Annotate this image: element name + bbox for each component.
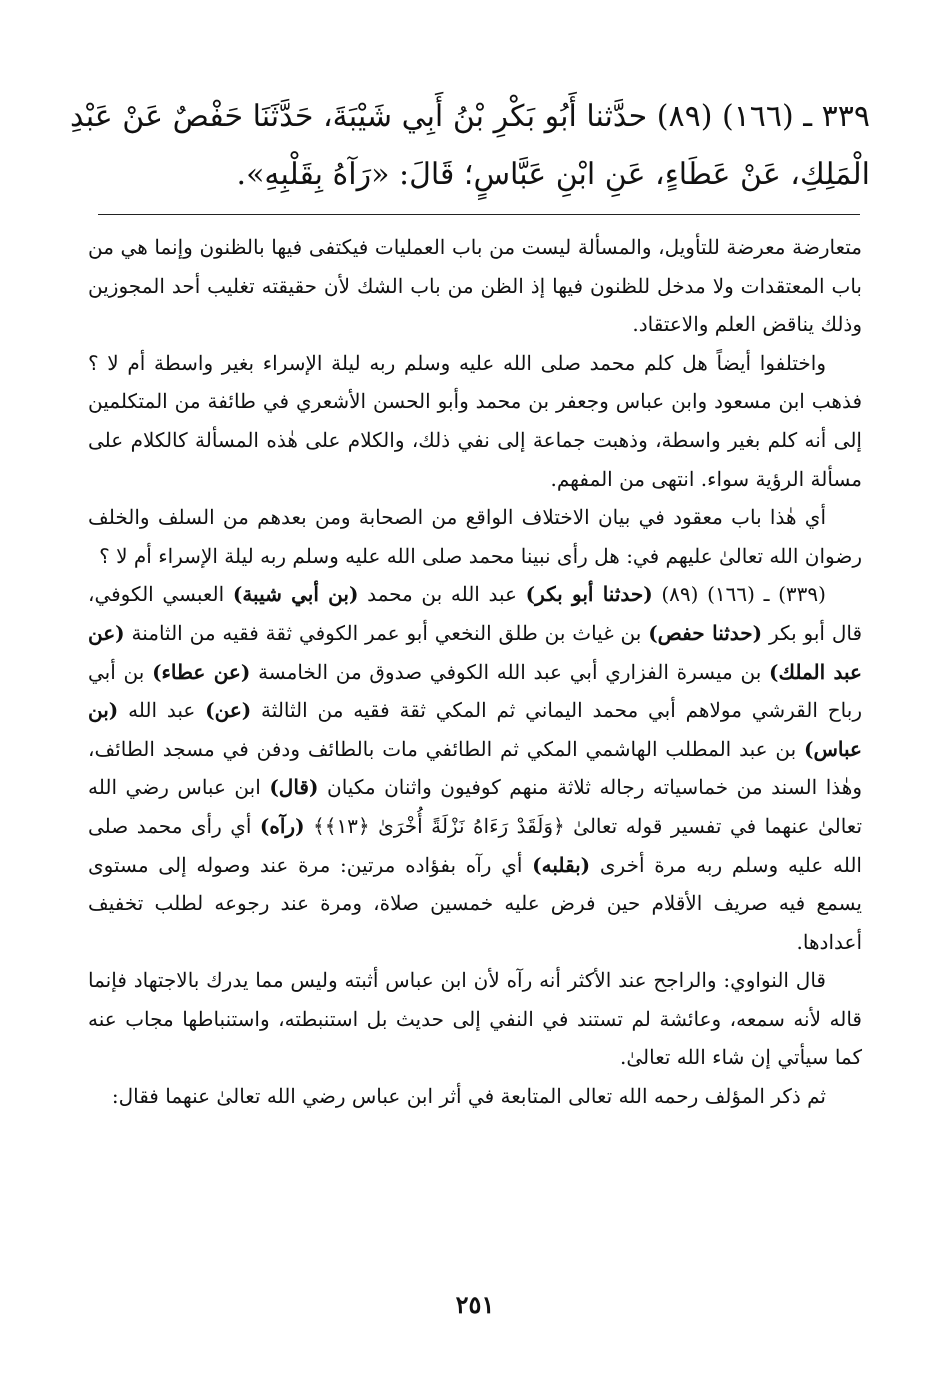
bold-term: (بن عباس) bbox=[88, 698, 862, 761]
text-run: بن عبد المطلب الهاشمي المكي ثم الطائفي مات بالطائف ودفن في مسجد الطائف، وهٰذا السند من خماسياته رجاله ثلاثة منهم كوفيون واثنان مكيان bbox=[88, 736, 862, 800]
commentary-paragraph-4 bbox=[88, 575, 862, 961]
bold-term: (بقلبه) bbox=[532, 852, 591, 877]
commentary-paragraph-3: أي هٰذا باب معقود في بيان الاختلاف الواقع من الصحابة ومن بعدهم من السلف والخلف رضوان الله تعالىٰ عليهم في: هل رأى نبينا محمد صلى الله عليه وسلم ربه ليلة الإسراء أم لا ؟ bbox=[88, 505, 862, 568]
text-run: عبد الله bbox=[118, 698, 206, 723]
bold-term: (حدثنا أبو بكر) bbox=[525, 582, 653, 607]
text-run: أي رآه بفؤاده مرتين: مرة عند وصوله إلى مستوى يسمع فيه صريف الأقلام حين فرض عليه خمسين صلاة، ومرة عند رجوعه لطلب تخفيف أعدادها. bbox=[88, 852, 862, 954]
bold-term: (حدثنا حفص) bbox=[648, 620, 763, 645]
text-run: ابن عباس رضي الله تعالىٰ عنهما في تفسير قوله تعالىٰ ﴿وَلَقَدْ رَءَاهُ نَزْلَةً أُخْرَىٰ ﴿١٣﴾﴾ bbox=[88, 775, 863, 838]
commentary-paragraph-2: واختلفوا أيضاً هل كلم محمد صلى الله عليه وسلم ربه ليلة الإسراء بغير واسطة أم لا ؟ فذهب ابن مسعود وابن عباس وجعفر بن محمد وأبو الحسن الأشعري في طائفة من المتكلمين إلى أنه كلم بغير واسطة، وذهبت جماعة إلى نفي ذلك، والكلام على هٰذه المسألة كالكلام على مسألة الرؤية سواء. انتهى من المفهم. bbox=[88, 350, 862, 491]
bold-term: (قال) bbox=[269, 775, 319, 800]
bold-term: (عن عبد الملك) bbox=[88, 620, 862, 684]
text-run: بن غياث بن طلق النخعي أبو عمر الكوفي ثقة فقيه من الثامنة bbox=[124, 620, 649, 645]
text-run: (٣٣٩) ـ (١٦٦) (٨٩) bbox=[652, 582, 826, 607]
text-run: بن ميسرة الفزاري أبي عبد الله الكوفي صدوق من الخامسة bbox=[250, 659, 770, 684]
commentary-paragraph-6: ثم ذكر المؤلف رحمه الله تعالى المتابعة في أثر ابن عباس رضي الله تعالىٰ عنهما فقال: bbox=[111, 1084, 826, 1109]
text-run: عبد الله بن محمد bbox=[358, 582, 526, 607]
commentary-section bbox=[88, 228, 862, 1116]
commentary-paragraph-5: قال النواوي: والراجح عند الأكثر أنه رآه لأن ابن عباس أثبته وليس مما يدرك بالاجتهاد فإنما قاله لأنه سمعه، وعائشة لم تستند في النفي إلى حديث بل استنبطته، واستنباطها مجاب عنه كما سيأتي إن شاء الله تعالىٰ. bbox=[88, 968, 862, 1070]
page-number: ٢٥١ bbox=[455, 1290, 495, 1319]
bold-term: (عن) bbox=[205, 698, 252, 723]
footnote-divider bbox=[98, 214, 860, 215]
text-run: العبسي الكوفي، قال أبو بكر bbox=[88, 582, 863, 645]
bold-term: (بن أبي شيبة) bbox=[232, 582, 359, 607]
commentary-paragraph-1: متعارضة معرضة للتأويل، والمسألة ليست من باب العمليات فيكتفى فيها بالظنون وإنما هي من باب المعتقدات ولا مدخل للظنون فيها إذ الظن من باب الشك لأن حقيقته تغليب أحد المجوزين وذلك يناقض العلم والاعتقاد. bbox=[88, 235, 862, 337]
text-run: أي رأى محمد صلى الله عليه وسلم ربه مرة أخرى bbox=[88, 813, 862, 877]
hadith-text: ٣٣٩ ـ (١٦٦) (٨٩) حدَّثنا أَبُو بَكْرِ بْنُ أَبِي شَيْبَةَ، حَدَّثَنَا حَفْصٌ عَنْ عَبْدِ الْمَلِكِ، عَنْ عَطَاءٍ، عَنِ ابْنِ عَبَّاسٍ؛ قَالَ: «رَآهُ بِقَلْبِهِ». bbox=[70, 99, 870, 192]
bold-term: (عن عطاء) bbox=[152, 659, 251, 684]
text-run: بن أبي رباح القرشي مولاهم أبي محمد اليماني ثم المكي ثقة فقيه من الثالثة bbox=[88, 659, 862, 723]
bold-term: (رآه) bbox=[259, 813, 305, 838]
